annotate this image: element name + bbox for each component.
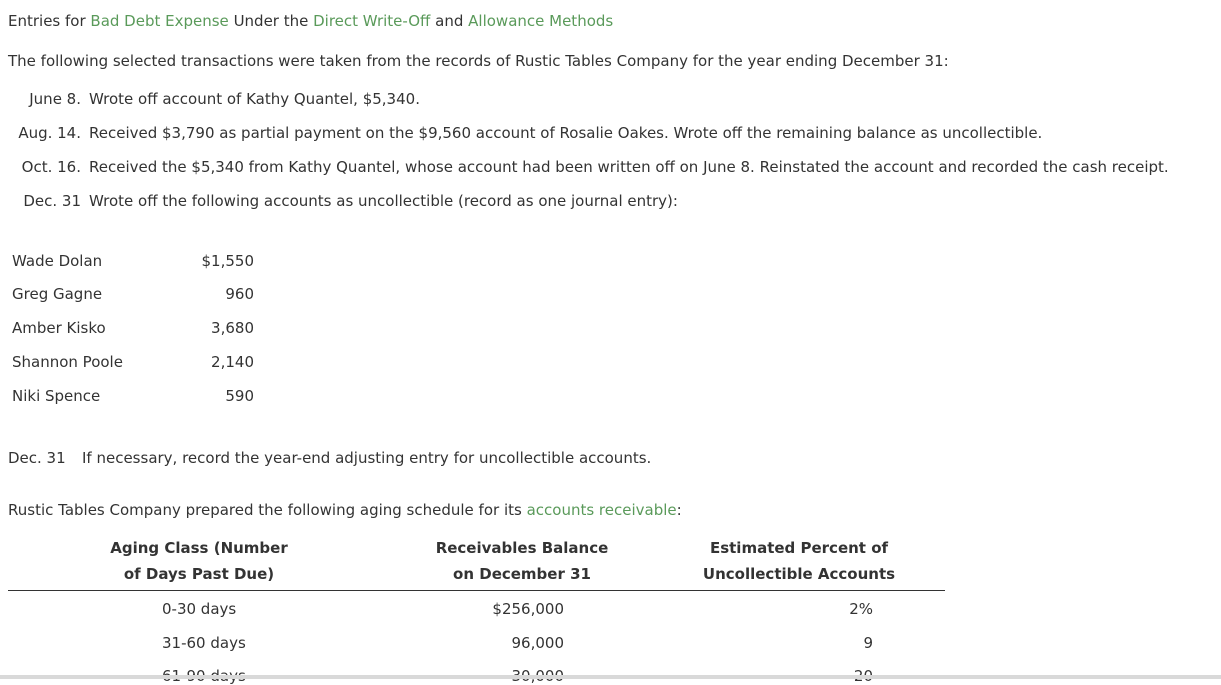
aging-class-cell: 31-60 days xyxy=(162,634,246,652)
header-line: of Days Past Due) xyxy=(123,565,275,583)
accounts-receivable-link[interactable]: accounts receivable xyxy=(526,501,677,519)
page-title xyxy=(8,12,613,30)
transaction-row xyxy=(8,192,678,210)
percent-cell: 2% xyxy=(849,600,873,618)
header-line: on December 31 xyxy=(453,565,591,583)
allowance-methods-link[interactable]: Allowance Methods xyxy=(468,12,614,30)
transaction-text: Received the $5,340 from Kathy Quantel, whose account had been written off on June 8. Reinstated the account and recorded the cash receipt. xyxy=(89,158,1169,176)
transaction-date: Oct. 16. xyxy=(21,158,81,176)
percent-cell: 9 xyxy=(863,634,873,652)
aging-class-cell: 0-30 days xyxy=(162,600,237,618)
account-amount: 3,680 xyxy=(211,319,254,337)
header-line: Receivables Balance xyxy=(435,539,609,557)
header-receivables-balance xyxy=(412,535,632,587)
adjusting-text: If necessary, record the year-end adjusting entry for uncollectible accounts. xyxy=(82,449,652,467)
title-mid: Under the xyxy=(228,12,314,30)
direct-write-off-link[interactable]: Direct Write-Off xyxy=(313,12,431,30)
aging-intro xyxy=(8,501,682,519)
header-line: Aging Class (Number xyxy=(110,539,288,557)
account-amount: 960 xyxy=(225,285,254,303)
transaction-row xyxy=(8,158,1169,176)
title-prefix: Entries for xyxy=(8,12,91,30)
horizontal-scrollbar[interactable] xyxy=(0,675,1221,679)
aging-intro-prefix: Rustic Tables Company prepared the following aging schedule for its xyxy=(8,501,527,519)
aging-intro-suffix: : xyxy=(676,501,682,519)
transaction-date: Aug. 14. xyxy=(18,124,81,142)
account-amount: $1,550 xyxy=(201,252,254,270)
header-aging-class xyxy=(80,535,318,587)
adjusting-date: Dec. 31 xyxy=(8,449,66,467)
header-estimated-percent xyxy=(684,535,914,587)
account-name: Amber Kisko xyxy=(12,319,106,337)
table-header-rule xyxy=(8,590,945,591)
intro-text: The following selected transactions were taken from the records of Rustic Tables Company for the year ending December 31: xyxy=(8,52,949,70)
title-and: and xyxy=(430,12,469,30)
transaction-text: Wrote off account of Kathy Quantel, $5,340. xyxy=(89,90,420,108)
balance-cell: $256,000 xyxy=(492,600,564,618)
header-line: Estimated Percent of xyxy=(709,539,889,557)
transaction-text: Wrote off the following accounts as uncollectible (record as one journal entry): xyxy=(89,192,678,210)
balance-cell: 96,000 xyxy=(511,634,564,652)
account-name: Niki Spence xyxy=(12,387,101,405)
transaction-date: June 8. xyxy=(29,90,81,108)
transaction-row xyxy=(8,90,420,108)
transaction-date: Dec. 31 xyxy=(23,192,81,210)
account-name: Wade Dolan xyxy=(12,252,103,270)
header-line: Uncollectible Accounts xyxy=(702,565,896,583)
bad-debt-expense-link[interactable]: Bad Debt Expense xyxy=(90,12,229,30)
transaction-text: Received $3,790 as partial payment on the $9,560 account of Rosalie Oakes. Wrote off the remaining balance as uncollectible. xyxy=(89,124,1043,142)
transaction-row xyxy=(8,124,1043,142)
account-amount: 590 xyxy=(225,387,254,405)
account-name: Shannon Poole xyxy=(12,353,123,371)
account-name: Greg Gagne xyxy=(12,285,103,303)
account-amount: 2,140 xyxy=(211,353,254,371)
